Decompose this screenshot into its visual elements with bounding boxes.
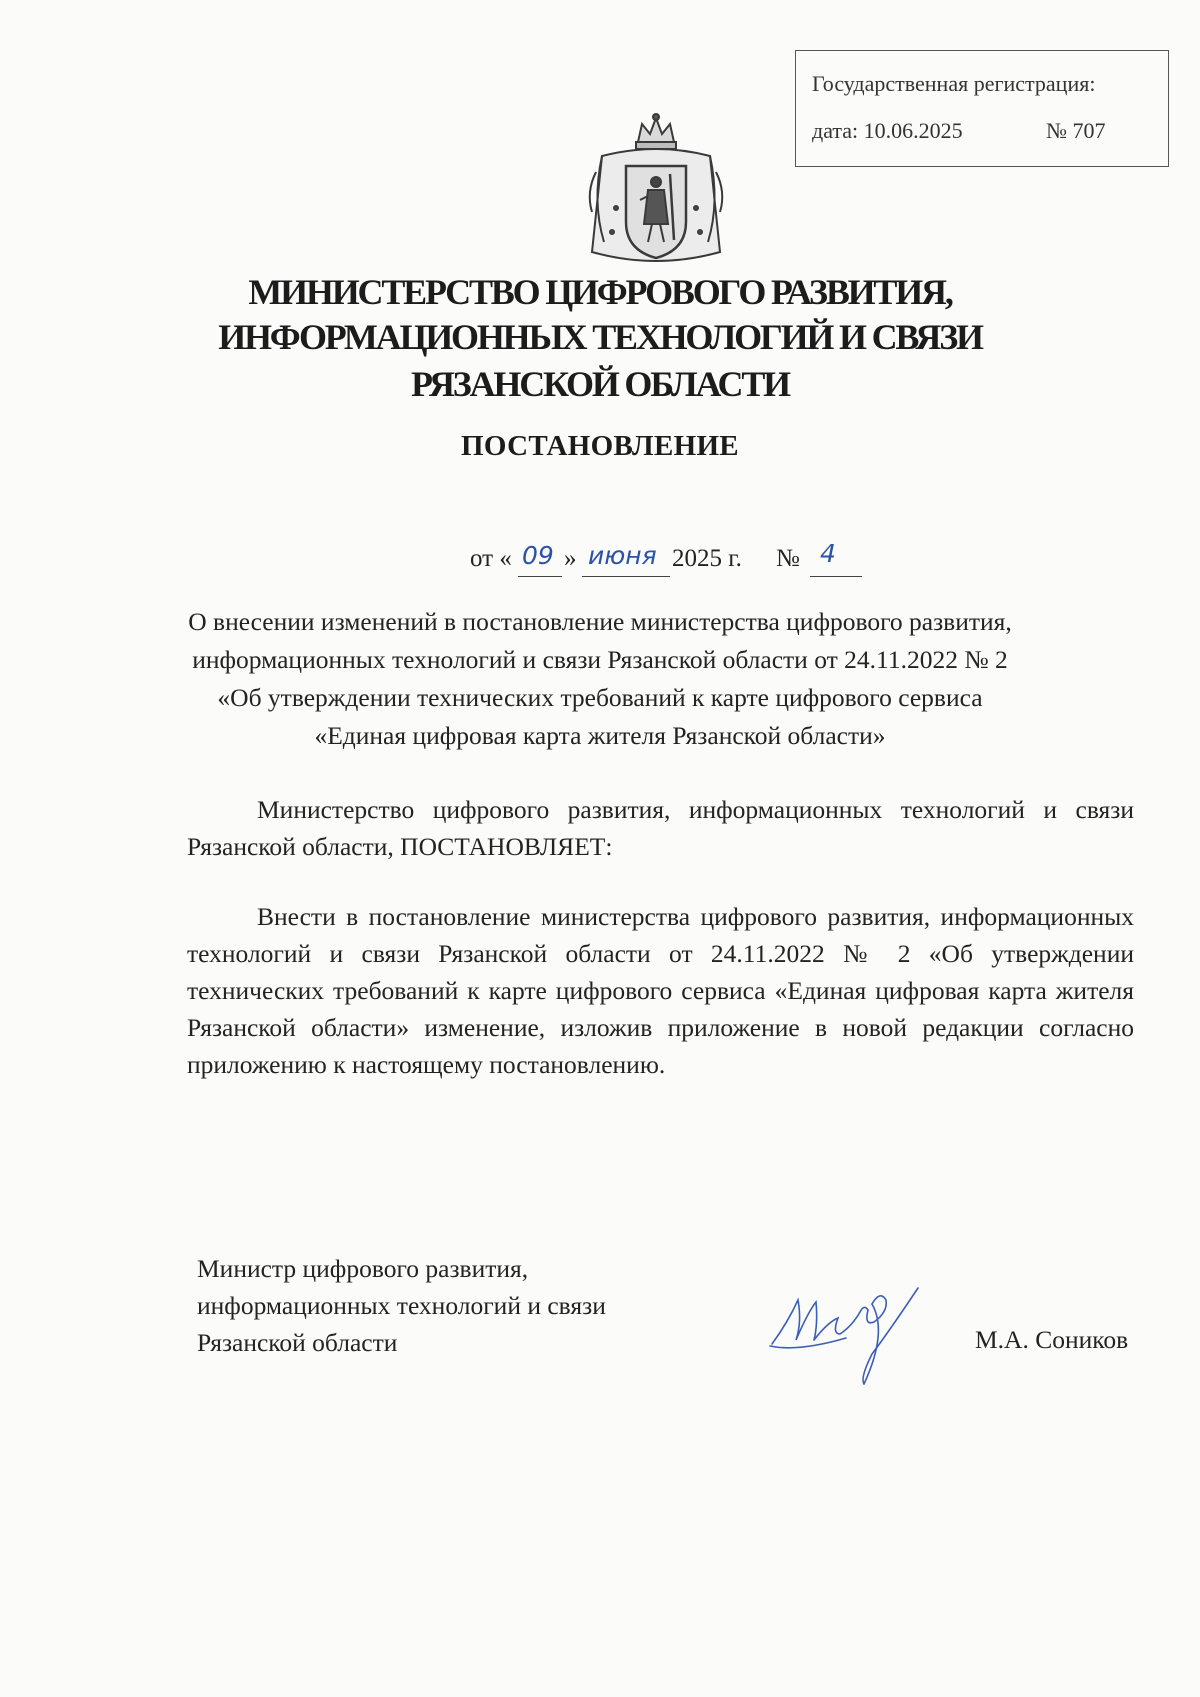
registration-stamp xyxy=(795,50,1169,167)
date-day: 09 xyxy=(522,541,554,570)
subject-line-2: информационных технологий и связи Рязанской области от 24.11.2022 № 2 xyxy=(192,645,1008,674)
date-prefix: от « xyxy=(470,545,512,572)
signatory-position xyxy=(197,1250,717,1361)
ministry-name-line-2: ИНФОРМАЦИОННЫХ ТЕХНОЛОГИЙ И СВЯЗИ xyxy=(218,317,982,357)
position-line-2: информационных технологий и связи xyxy=(197,1291,606,1320)
ministry-name-line-1: МИНИСТЕРСТВО ЦИФРОВОГО РАЗВИТИЯ, xyxy=(248,272,952,312)
registration-date: дата: 10.06.2025 xyxy=(812,118,963,143)
ministry-name-line-3: РЯЗАНСКОЙ ОБЛАСТИ xyxy=(411,364,789,404)
date-quote-close: » xyxy=(564,545,577,572)
document-date-line xyxy=(470,539,900,585)
position-line-1: Министр цифрового развития, xyxy=(197,1254,529,1283)
document-subject xyxy=(150,603,1050,755)
body-text: Внести в постановление министерства цифрового развития, информационных технологий и связи Рязанской области от 24.11.2022 № 2 «Об утверждении технических требований к карте цифрового сервиса «Единая цифровая карта жителя Рязанской области» изменение, изложив приложение в новой редакции согласно приложению к настоящему постановлению. xyxy=(187,902,1134,1079)
handwritten-signature xyxy=(768,1282,928,1387)
subject-line-3: «Об утверждении технических требований к карте цифрового сервиса xyxy=(217,683,983,712)
date-year: 2025 г. xyxy=(672,545,742,572)
document-type: ПОСТАНОВЛЕНИЕ xyxy=(461,430,739,462)
preamble-text: Министерство цифрового развития, информационных технологий и связи Рязанской области, ПОСТАНОВЛЯЕТ: xyxy=(187,795,1134,861)
coat-of-arms-icon xyxy=(582,112,730,274)
signatory-name: М.А. Соников xyxy=(975,1325,1129,1354)
body-paragraph xyxy=(187,898,1134,1083)
preamble-paragraph xyxy=(187,791,1134,865)
subject-line-4: «Единая цифровая карта жителя Рязанской области» xyxy=(314,721,886,750)
registration-number: № 707 xyxy=(1046,118,1106,143)
registration-title: Государственная регистрация: xyxy=(812,71,1096,96)
date-month: июня xyxy=(588,541,657,570)
position-line-3: Рязанской области xyxy=(197,1328,398,1357)
number-label: № xyxy=(776,545,800,572)
document-number: 4 xyxy=(820,539,836,568)
subject-line-1: О внесении изменений в постановление министерства цифрового развития, xyxy=(188,607,1012,636)
